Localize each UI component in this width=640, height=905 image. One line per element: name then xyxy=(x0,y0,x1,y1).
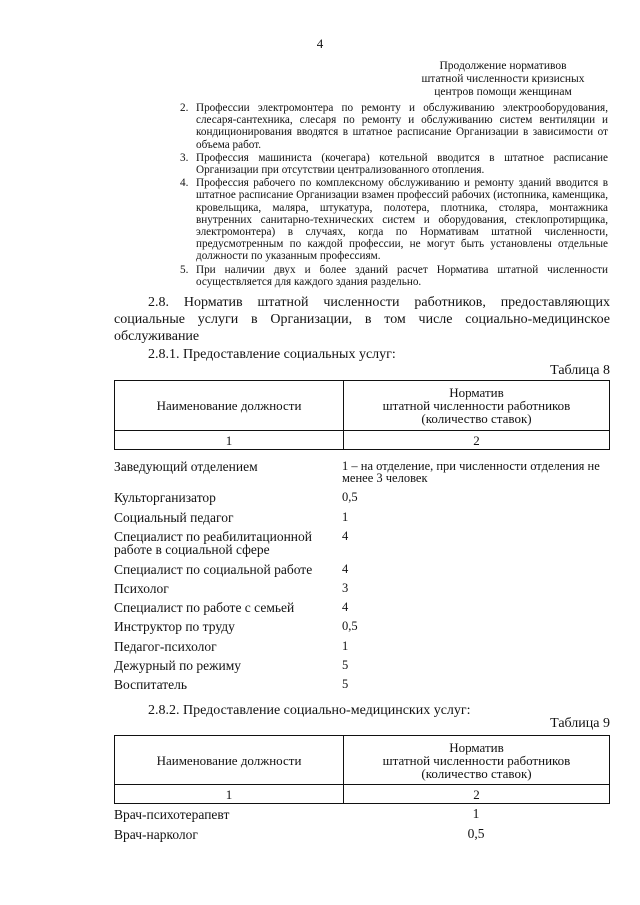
table8-header-col2-line: штатной численности работников xyxy=(382,398,571,413)
position-name: Дежурный по режиму xyxy=(114,658,242,673)
note-number: 4. xyxy=(180,177,189,190)
notes-list xyxy=(180,102,608,289)
note-text: При наличии двух и более зданий расчет Норматива штатной численности осуществляется для каждого здания раздельно. xyxy=(196,263,608,288)
position-norm: 3 xyxy=(342,581,349,595)
table-row xyxy=(114,828,610,841)
table9-header-col2 xyxy=(344,736,610,785)
continuation-header-line: Продолжение нормативов xyxy=(439,60,567,72)
position-norm: 4 xyxy=(342,529,349,543)
position-norm: 0,5 xyxy=(467,826,485,841)
position-norm: 4 xyxy=(342,600,349,614)
position-name: Врач-психотерапевт xyxy=(114,807,230,822)
table9-header xyxy=(114,735,610,804)
position-name: Заведующий отделением xyxy=(114,459,258,474)
page-number: 4 xyxy=(316,36,324,51)
table8-header-col2 xyxy=(344,381,610,431)
table8-colnum-2: 2 xyxy=(344,431,610,450)
table-row xyxy=(114,530,610,556)
note-text: Профессия рабочего по комплексному обслуживанию и ремонту зданий вводится в штатное расписание Организации взамен профессий рабочих (истопника, каменщика, кровельщика, маляра, штукатура, полотера, плотника, столяра, монтажника внутренних санитарно-технических систем и оборудования, стеклопротирщика, электромонтера) в случаях, когда по Нормативам штатной численности, предусмотренным по каждой профессии, не могут быть установлены отдельные должности по указанным профессиям. xyxy=(196,177,608,263)
table-row xyxy=(114,511,610,524)
position-norm: 1 xyxy=(342,510,349,524)
position-name: Врач-нарколог xyxy=(114,827,198,842)
table-row xyxy=(114,601,610,614)
table-row xyxy=(114,582,610,595)
note-item xyxy=(180,152,608,176)
note-item xyxy=(180,264,608,288)
table-row xyxy=(114,678,610,691)
note-text: Профессия машиниста (кочегара) котельной вводится в штатное расписание Организации при отсутствии централизованного отопления. xyxy=(196,151,608,177)
table9-header-col2-line: Норматив xyxy=(449,739,504,755)
note-text: Профессии электромонтера по ремонту и обслуживанию электрооборудования, слесаря-сантехника, слесаря по ремонту и обслуживанию систем вентиляции и кондиционирования вводятся в штатное расписание Организации в зависимости от объема работ. xyxy=(196,102,608,151)
table9-header-col2-line: (количество ставок) xyxy=(421,765,532,781)
note-number: 5. xyxy=(180,263,189,276)
position-norm: 0,5 xyxy=(342,490,358,504)
table-row xyxy=(114,808,610,821)
table-row xyxy=(114,460,610,484)
position-name: Психолог xyxy=(114,581,169,596)
table-row xyxy=(114,491,610,504)
section-2-8-2-heading: 2.8.2. Предоставление социально-медицинских услуг: xyxy=(148,703,471,718)
position-name: Специалист по работе с семьей xyxy=(114,600,295,615)
table-row xyxy=(114,640,610,653)
table8-header-col2-line: Норматив xyxy=(449,385,504,400)
position-name: Педагог-психолог xyxy=(114,639,217,654)
position-name: Культорганизатор xyxy=(114,490,216,505)
table9-colnum-2: 2 xyxy=(344,785,610,804)
table-row xyxy=(114,620,610,633)
continuation-header-line: центров помощи женщинам xyxy=(434,86,572,98)
table8-header-col1: Наименование должности xyxy=(115,381,344,431)
position-name: Социальный педагог xyxy=(114,510,234,525)
position-norm: 4 xyxy=(342,562,349,576)
position-norm: 0,5 xyxy=(342,619,358,633)
position-name: Инструктор по труду xyxy=(114,619,235,634)
section-2-8-heading: 2.8. Норматив штатной численности работников, предоставляющих социальные услуги в Организации, в том числе социально-медицинское обслуживание xyxy=(114,295,610,344)
table9-label: Таблица 9 xyxy=(550,716,610,731)
note-number: 3. xyxy=(180,151,189,164)
position-norm: 5 xyxy=(342,677,349,691)
continuation-header xyxy=(398,60,608,99)
position-name: Специалист по социальной работе xyxy=(114,562,313,577)
position-name: Воспитатель xyxy=(114,677,188,692)
continuation-header-line: штатной численности кризисных xyxy=(421,73,585,85)
position-name: Специалист по реабилитационной работе в социальной сфере xyxy=(114,529,312,557)
note-item xyxy=(180,177,608,262)
position-norm: 5 xyxy=(342,658,349,672)
table8-header xyxy=(114,380,610,450)
note-item xyxy=(180,102,608,151)
table9-colnum-1: 1 xyxy=(115,785,344,804)
table-row xyxy=(114,659,610,672)
position-norm: 1 xyxy=(342,639,349,653)
section-2-8-1-heading: 2.8.1. Предоставление социальных услуг: xyxy=(148,347,396,362)
table8-colnum-1: 1 xyxy=(115,431,344,450)
note-number: 2. xyxy=(180,102,189,114)
table9-header-col1: Наименование должности xyxy=(115,736,344,785)
table8-header-col2-line: (количество ставок) xyxy=(421,411,532,426)
table-row xyxy=(114,563,610,576)
position-norm: 1 – на отделение, при численности отделения не менее 3 человек xyxy=(342,459,600,485)
table8-label: Таблица 8 xyxy=(550,363,610,378)
position-norm: 1 xyxy=(472,806,480,821)
table9-header-col2-line: штатной численности работников xyxy=(382,752,571,768)
